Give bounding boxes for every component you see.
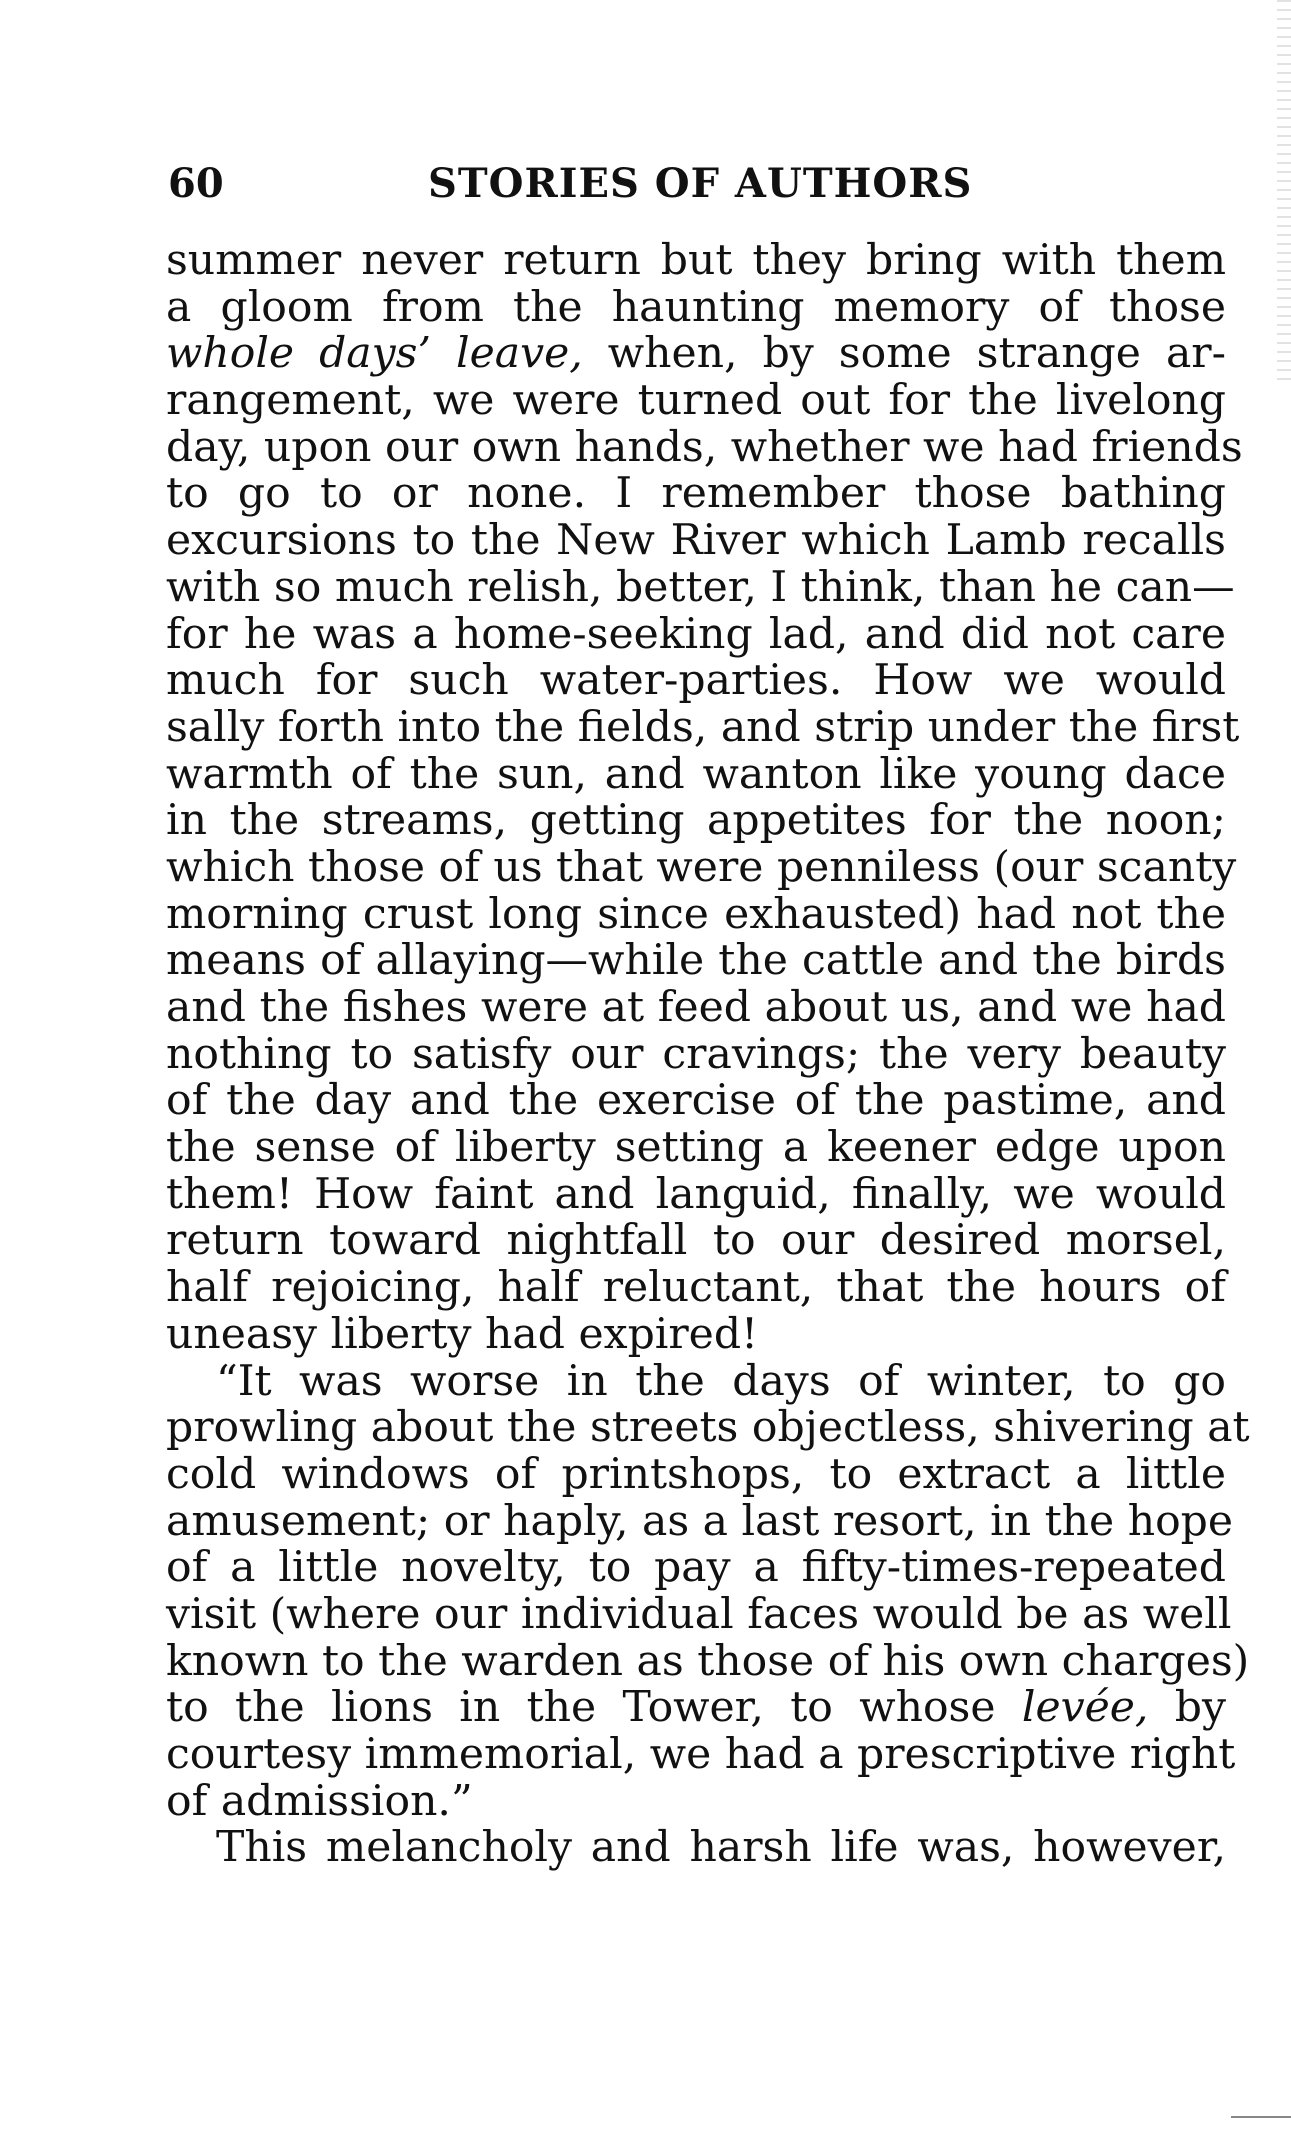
text-fragment: by	[1148, 1683, 1226, 1733]
text-line: morning crust long since exhausted) had not the	[166, 889, 1226, 939]
text-line: them! How faint and languid, finally, we would	[166, 1169, 1226, 1219]
page-header	[168, 160, 1228, 214]
text-line: return toward nightfall to our desired morsel,	[166, 1216, 1226, 1266]
text-line: rangement, we were turned out for the livelong	[166, 376, 1226, 426]
text-line: of the day and the exercise of the pastime, and	[166, 1076, 1226, 1126]
paragraph-start-line: “It was worse in the days of winter, to go	[216, 1356, 1226, 1406]
text-line: in the streams, getting appetites for the noon;	[166, 796, 1226, 846]
page-edge-marks	[1277, 0, 1291, 380]
text-line: half rejoicing, half reluctant, that the hours of	[166, 1263, 1226, 1313]
text-line: to go to or none. I remember those bathing	[166, 469, 1226, 519]
text-line	[166, 1685, 1226, 1732]
text-line: for he was a home-seeking lad, and did not care	[166, 609, 1226, 659]
paragraph-end-line: of admission.”	[166, 1776, 473, 1826]
text-line: a gloom from the haunting memory of those	[166, 282, 1226, 332]
text-fragment: to the lions in the Tower, to whose	[166, 1683, 1022, 1733]
italic-phrase: whole days’ leave,	[166, 329, 583, 379]
text-line: amusement; or haply, as a last resort, in the hope	[166, 1496, 1234, 1546]
text-line: summer never return but they bring with them	[166, 236, 1226, 285]
page-number: 60	[168, 160, 224, 207]
paragraph-end-line: uneasy liberty had expired!	[166, 1309, 759, 1359]
text-line: means of allaying—while the cattle and the birds	[166, 936, 1226, 986]
text-line: of a little novelty, to pay a fifty-times-repeated	[166, 1543, 1226, 1593]
text-line: with so much relish, better, I think, than he can—	[166, 562, 1235, 612]
page-edge-rule	[1231, 2116, 1291, 2118]
paragraph-start-line: This melancholy and harsh life was, however,	[216, 1823, 1226, 1873]
text-line: day, upon our own hands, whether we had friends	[166, 422, 1243, 472]
text-line: prowling about the streets objectless, shivering at	[166, 1403, 1250, 1453]
text-line: the sense of liberty setting a keener edge upon	[166, 1123, 1226, 1173]
text-line: much for such water-parties. How we would	[166, 656, 1226, 706]
body-text	[166, 236, 1250, 1873]
text-line: courtesy immemorial, we had a prescriptive right	[166, 1730, 1236, 1779]
text-line: and the fishes were at feed about us, and we had	[166, 983, 1226, 1032]
text-line: which those of us that were penniless (our scanty	[166, 842, 1237, 892]
italic-word: levée,	[1021, 1683, 1149, 1733]
text-line: cold windows of printshops, to extract a little	[166, 1449, 1226, 1499]
text-line: excursions to the New River which Lamb recalls	[166, 516, 1226, 566]
text-line: sally forth into the fields, and strip under the first	[166, 702, 1240, 752]
text-line: known to the warden as those of his own charges)	[166, 1636, 1250, 1686]
running-head: STORIES OF AUTHORS	[428, 160, 973, 207]
text-line: warmth of the sun, and wanton like young dace	[166, 749, 1226, 799]
text-line: visit (where our individual faces would be as well	[166, 1589, 1232, 1639]
text-line: nothing to satisfy our cravings; the very beauty	[166, 1029, 1226, 1079]
text-fragment: when, by some strange ar-	[582, 329, 1226, 379]
text-line	[166, 331, 1226, 378]
